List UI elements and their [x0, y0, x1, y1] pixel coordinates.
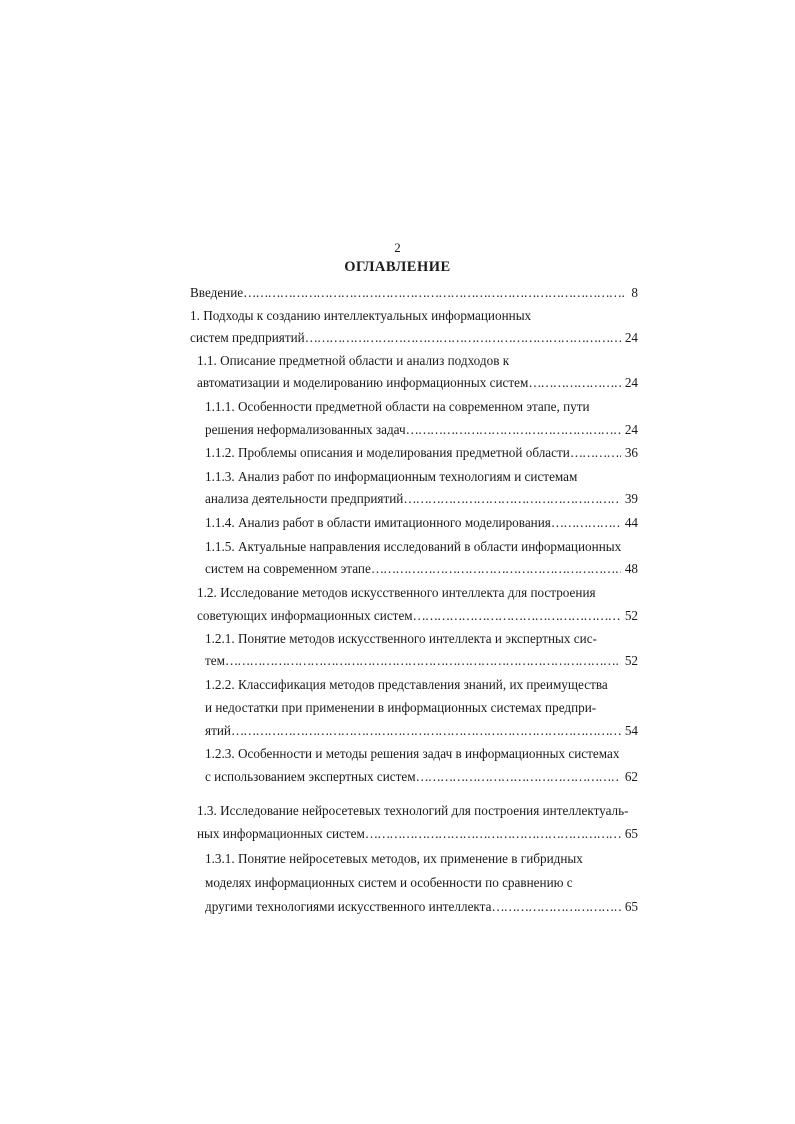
toc-entry-1-2-2-line1 — [205, 674, 638, 696]
toc-entry-ch1 — [190, 327, 638, 349]
toc-entry-1-1-line1 — [197, 350, 638, 372]
toc-entry-text: 1.2.3. Особенности и методы решения задач в информационных системах — [205, 746, 620, 761]
toc-page-number: 24 — [624, 422, 638, 437]
toc-page-number: 39 — [624, 491, 638, 506]
toc-entry-text: 1.1.2. Проблемы описания и моделирования предметной области — [205, 445, 570, 460]
toc-page-number: 62 — [624, 769, 638, 784]
toc-entry-text: 1.1.4. Анализ работ в области имитационного моделирования — [205, 515, 551, 530]
toc-entry-text: 1. Подходы к созданию интеллектуальных информационных — [190, 308, 532, 323]
toc-entry-1-2-3 — [205, 766, 638, 788]
toc-entry-1-1-3-line1 — [205, 466, 638, 488]
toc-entry-ch1-line1 — [190, 305, 638, 327]
toc-entry-text: систем на современном этапе — [205, 561, 371, 576]
toc-entry-text: советующих информационных систем — [197, 608, 413, 623]
toc-entry-text: и недостатки при применении в информационных системах предпри- — [205, 700, 597, 715]
toc-entry-text: 1.1.5. Актуальные направления исследований в области информационных — [205, 539, 622, 554]
toc-entry-1-2-2 — [205, 720, 638, 742]
toc-page-number: 54 — [624, 723, 638, 738]
toc-entry-1-1-1 — [205, 419, 638, 441]
toc-entry-1-1 — [197, 372, 638, 394]
toc-entry-1-3-1-line2 — [205, 872, 638, 894]
toc-page-number: 24 — [624, 375, 638, 390]
toc-title: ОГЛАВЛЕНИЕ — [344, 259, 451, 275]
toc-page-number: 44 — [624, 515, 638, 530]
toc-entry-text: систем предприятий — [190, 330, 305, 345]
toc-entry-text: с использованием экспертных систем — [205, 769, 416, 784]
toc-entry-text: 1.3. Исследование нейросетевых технологий для построения интеллектуаль- — [197, 803, 629, 818]
toc-entry-1-1-3 — [205, 488, 638, 510]
toc-page-number: 52 — [624, 653, 638, 668]
toc-entry-1-1-2 — [205, 442, 638, 464]
toc-entry-1-1-1-line1 — [205, 396, 638, 418]
toc-entry-1-2-1-line1 — [205, 628, 638, 650]
toc-entry-1-1-4 — [205, 512, 638, 534]
toc-entry-text: 1.2. Исследование методов искусственного интеллекта для построения — [197, 585, 596, 600]
toc-entry-text: 1.1. Описание предметной области и анализ подходов к — [197, 353, 510, 368]
toc-entry-1-3-1 — [205, 896, 638, 918]
toc-entry-intro — [190, 282, 638, 304]
toc-entry-1-2-2-line2 — [205, 697, 638, 719]
toc-entry-text: 1.2.1. Понятие методов искусственного интеллекта и экспертных сис- — [205, 631, 597, 646]
toc-entry-text: другими технологиями искусственного интеллекта — [205, 899, 492, 914]
toc-entry-text: 1.3.1. Понятие нейросетевых методов, их применение в гибридных — [205, 851, 583, 866]
toc-entry-text: автоматизации и моделированию информационных систем — [197, 375, 529, 390]
toc-entry-text: 1.1.1. Особенности предметной области на современном этапе, пути — [205, 399, 590, 414]
toc-page-number: 48 — [624, 561, 638, 576]
toc-entry-1-2-line1 — [197, 582, 638, 604]
toc-entry-1-2-1 — [205, 650, 638, 672]
toc-page-number: 65 — [624, 899, 638, 914]
toc-entry-text: тем — [205, 653, 225, 668]
toc-entry-1-3 — [197, 823, 638, 845]
toc-entry-1-1-5-line1 — [205, 536, 638, 558]
toc-entry-1-2 — [197, 605, 638, 627]
toc-page-number: 52 — [624, 608, 638, 623]
toc-page-number: 65 — [624, 826, 638, 841]
toc-entry-1-1-5 — [205, 558, 638, 580]
toc-entry-text: 1.2.2. Классификация методов представления знаний, их преимущества — [205, 677, 608, 692]
toc-entry-1-3-line1 — [197, 800, 638, 822]
toc-entry-text: ных информационных систем — [197, 826, 365, 841]
page-number: 2 — [394, 240, 401, 255]
toc-page-number: 24 — [624, 330, 638, 345]
toc-entry-text: моделях информационных систем и особенности по сравнению с — [205, 875, 573, 890]
toc-entry-text: решения неформализованных задач — [205, 422, 406, 437]
toc-entry-text: анализа деятельности предприятий — [205, 491, 404, 506]
toc-entry-1-3-1-line1 — [205, 848, 638, 870]
toc-entry-text: 1.1.3. Анализ работ по информационным технологиям и системам — [205, 469, 578, 484]
toc-entry-text: Введение — [190, 285, 244, 300]
toc-entry-1-2-3-line1 — [205, 743, 638, 765]
toc-page-number: 36 — [624, 445, 638, 460]
toc-entry-text: ятий — [205, 723, 231, 738]
toc-page-number: 8 — [631, 285, 638, 300]
